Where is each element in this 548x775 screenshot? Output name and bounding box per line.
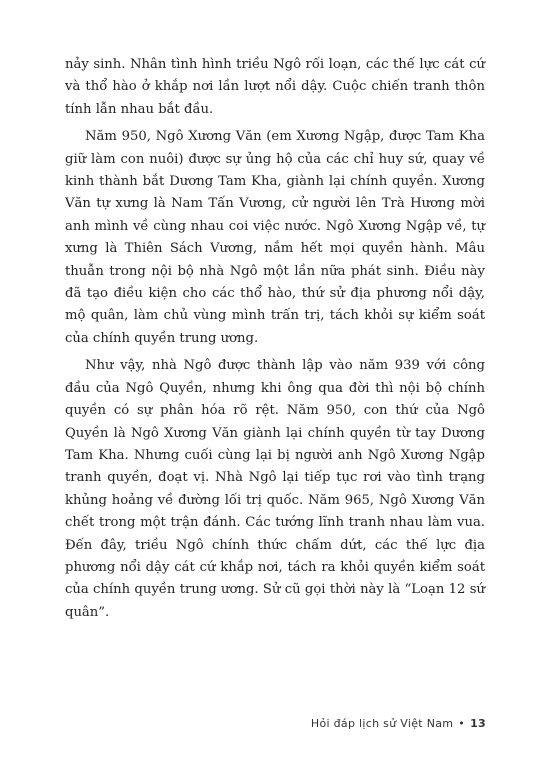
paragraph-summary: Như vậy, nhà Ngô được thành lập vào năm 939 với công đầu của Ngô Quyền, nhưng khi ông qua đời thì nội bộ chính quyền có sự phân hóa rõ rệt. Năm 950, con thứ của Ngô Quyền là Ngô Xương Văn giành lại chính quyền từ tay Dương Tam Kha. Nhưng cuối cùng lại bị người anh Ngô Xương Ngập tranh quyền, đoạt vị. Nhà Ngô lại tiếp tục rơi vào tình trạng khủng hoảng về đường lối trị quốc. Năm 965, Ngô Xương Văn chết trong một trận đánh. Các tướng lĩnh tranh nhau làm vua. Đến đây, triều Ngô chính thức chấm dứt, các thế lực địa phương nổi dậy cát cứ khắp nơi, tách ra khỏi quyền kiểm soát của chính quyền trung ương. Sử cũ gọi thời này là “Loạn 12 sứ quân”. xyxy=(65,358,485,620)
paragraph-ngo-xuong-van: Năm 950, Ngô Xương Văn (em Xương Ngập, được Tam Kha giữ làm con nuôi) được sự ủng hộ của các chỉ huy sứ, quay về kinh thành bắt Dương Tam Kha, giành lại chính quyền. Xương Văn tự xưng là Nam Tấn Vương, cử người lên Trà Hương mời anh mình về cùng nhau coi việc nước. Ngô Xương Ngập về, tự xưng là Thiên Sách Vương, nắm hết mọi quyền hành. Mâu thuẫn trong nội bộ nhà Ngô một lần nữa phát sinh. Điều này đã tạo điều kiện cho các thổ hào, thứ sử địa phương nổi dậy, mộ quân, làm chủ vùng mình trấn trị, tách khỏi sự kiểm soát của chính quyền trung ương. xyxy=(65,129,485,346)
footer-separator: • xyxy=(458,717,466,730)
page-number: 13 xyxy=(470,717,486,730)
body-text xyxy=(65,54,485,629)
running-title: Hỏi đáp lịch sử Việt Nam xyxy=(310,717,454,730)
paragraph-continuation: nảy sinh. Nhân tình hình triều Ngô rối loạn, các thế lực cát cứ và thổ hào ở khắp nơi lần lượt nổi dậy. Cuộc chiến tranh thôn tính lẫn nhau bắt đầu. xyxy=(65,57,485,117)
page-footer xyxy=(311,717,486,730)
